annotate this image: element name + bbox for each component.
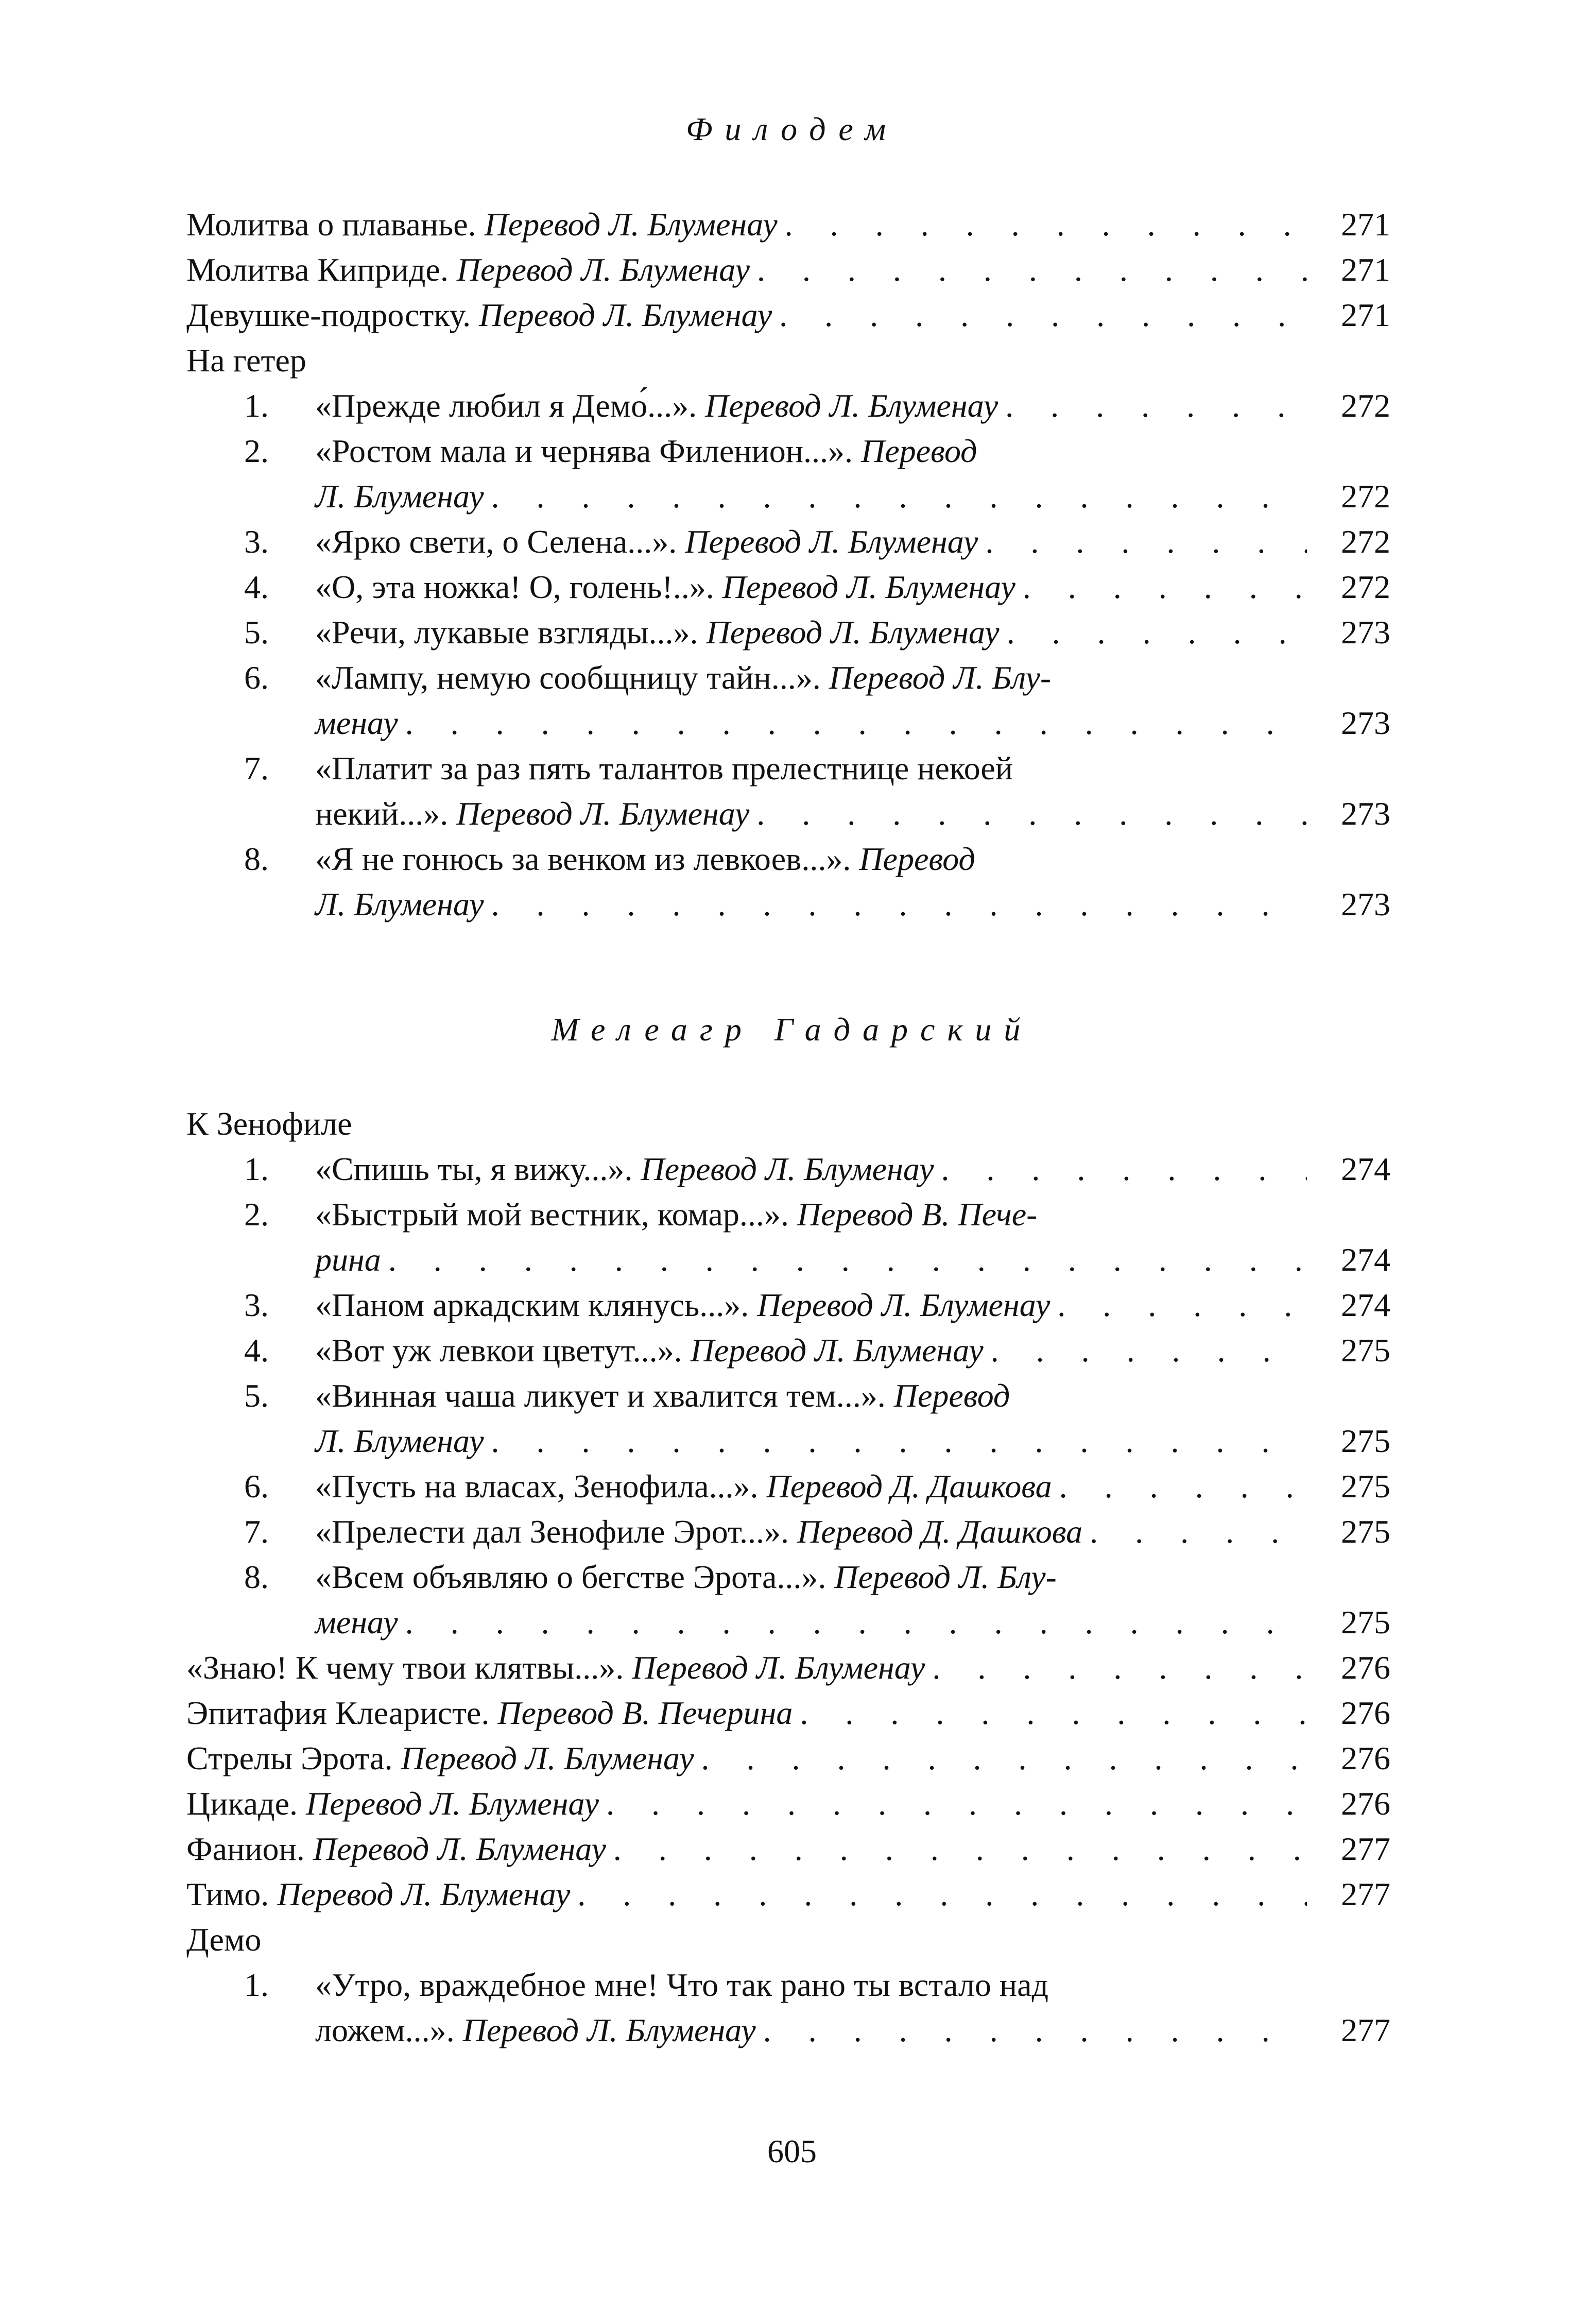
dot-leader — [757, 247, 1307, 293]
entry-title — [244, 836, 975, 882]
toc-entry — [244, 1328, 1390, 1373]
entry-number: 4. — [244, 569, 269, 605]
toc-entry — [244, 1373, 1390, 1419]
toc-entry — [186, 1690, 1390, 1736]
entry-text: «Паном аркадским клянусь...». — [315, 1287, 757, 1323]
toc-entry — [186, 247, 1390, 293]
toc-entry — [244, 383, 1390, 429]
entry-number: 3. — [244, 523, 269, 560]
entry-title — [244, 1328, 984, 1373]
entry-title — [244, 565, 1015, 610]
entry-text: «Лампу, немую сообщницу тайн...». — [315, 659, 829, 696]
dot-leader — [577, 1872, 1307, 1917]
dot-leader — [763, 2008, 1307, 2053]
entry-text: «Всем объявляю о бегстве Эрота...». — [315, 1559, 835, 1595]
toc-entry — [315, 2008, 1390, 2053]
toc-entry — [315, 1237, 1390, 1283]
entry-page: 273 — [1341, 614, 1390, 651]
entry-title — [315, 474, 484, 519]
entry-title — [315, 882, 484, 927]
entry-title — [244, 655, 1051, 700]
toc-entry — [244, 1509, 1390, 1554]
entry-number: 2. — [244, 1196, 269, 1233]
entry-page: 277 — [1341, 1831, 1390, 1867]
entry-text: «Знаю! К чему твои клятвы...». — [186, 1649, 632, 1686]
entry-page: 277 — [1341, 1876, 1390, 1912]
dot-leader — [613, 1826, 1307, 1872]
toc-entry — [244, 1147, 1390, 1192]
toc-entry — [186, 1826, 1390, 1872]
toc-entry — [244, 1283, 1390, 1328]
entry-text: Цикаде. — [186, 1785, 306, 1822]
entry-text: Эпитафия Клеаристе. — [186, 1695, 498, 1731]
toc-list-philodemus — [186, 202, 1390, 927]
toc-entry — [186, 1101, 1390, 1147]
entry-title — [186, 338, 306, 383]
toc-entry — [244, 1962, 1390, 2008]
toc-entry — [315, 474, 1390, 519]
entry-page: 272 — [1341, 387, 1390, 424]
entry-page: 275 — [1341, 1423, 1390, 1459]
entry-text: К Зенофиле — [186, 1105, 352, 1142]
entry-number: 3. — [244, 1287, 269, 1323]
entry-text: Молитва Киприде. — [186, 251, 457, 288]
entry-page: 274 — [1341, 1241, 1390, 1278]
entry-title — [186, 1736, 694, 1781]
dot-leader — [606, 1781, 1307, 1826]
entry-translator: Перевод Л. Блуменау — [706, 614, 1000, 651]
entry-translator: Перевод В. Печерина — [497, 1695, 793, 1731]
entry-number: 5. — [244, 1377, 269, 1414]
toc-entry — [244, 1554, 1390, 1600]
toc-entry — [244, 1192, 1390, 1237]
entry-text: Тимо. — [186, 1876, 278, 1912]
entry-translator: Перевод Л. Блуменау — [456, 795, 750, 832]
entry-page: 271 — [1341, 251, 1390, 288]
entry-translator: Перевод Л. Блу- — [834, 1559, 1057, 1595]
entry-page: 275 — [1341, 1332, 1390, 1369]
entry-page: 272 — [1341, 478, 1390, 515]
toc-entry — [244, 746, 1390, 791]
entry-translator: Перевод В. Пече- — [797, 1196, 1038, 1233]
entry-page: 274 — [1341, 1151, 1390, 1187]
entry-text: Молитва о плаванье. — [186, 206, 485, 243]
entry-translator: Л. Блуменау — [315, 886, 484, 922]
entry-text: «Речи, лукавые взгляды...». — [315, 614, 707, 651]
toc-entry — [244, 610, 1390, 655]
entry-translator: Перевод Л. Блуменау — [757, 1287, 1051, 1323]
dot-leader — [991, 1328, 1307, 1373]
entry-translator: рина — [315, 1241, 381, 1278]
entry-page: 277 — [1341, 2012, 1390, 2048]
entry-title — [244, 383, 998, 429]
entry-number: 7. — [244, 1513, 269, 1550]
entry-page: 271 — [1341, 297, 1390, 333]
entry-translator: Перевод Л. Блуменау — [722, 569, 1015, 605]
dot-leader — [405, 700, 1307, 746]
entry-title — [186, 1872, 570, 1917]
entry-title — [244, 1147, 934, 1192]
entry-page: 275 — [1341, 1513, 1390, 1550]
section-title-meleager: Мелеагр Гадарский — [551, 1011, 1033, 1048]
toc-entry — [186, 202, 1390, 247]
entry-text: Демо — [186, 1921, 262, 1958]
entry-text: На гетер — [186, 342, 306, 379]
entry-title — [244, 610, 1000, 655]
entry-title — [244, 1373, 1010, 1419]
entry-translator: Перевод Д. Дашкова — [766, 1468, 1052, 1505]
entry-title — [244, 746, 1013, 791]
entry-title — [315, 1600, 398, 1645]
entry-number: 7. — [244, 750, 269, 787]
entry-text: «Пусть на власах, Зенофила...». — [315, 1468, 767, 1505]
toc-entry — [315, 1600, 1390, 1645]
toc-entry — [315, 791, 1390, 836]
toc-entry — [186, 1736, 1390, 1781]
entry-translator: Перевод Л. Блуменау — [462, 2012, 756, 2048]
entry-title — [186, 1645, 925, 1690]
entry-text: «О, эта ножка! О, голень!..». — [315, 569, 722, 605]
entry-translator: Перевод — [861, 433, 977, 469]
dot-leader — [701, 1736, 1307, 1781]
toc-entry — [186, 293, 1390, 338]
toc-entry — [315, 882, 1390, 927]
dot-leader — [800, 1690, 1307, 1736]
entry-page: 273 — [1341, 886, 1390, 922]
entry-text: «Утро, враждебное мне! Что так рано ты встало над — [315, 1967, 1049, 2003]
entry-number: 4. — [244, 1332, 269, 1369]
entry-number: 2. — [244, 433, 269, 469]
entry-translator: Перевод Л. Блуменау — [305, 1785, 599, 1822]
entry-title — [186, 293, 772, 338]
entry-page: 276 — [1341, 1740, 1390, 1776]
entry-translator: Л. Блуменау — [315, 478, 484, 515]
dot-leader — [1090, 1509, 1307, 1554]
entry-translator: Перевод Л. Блуменау — [632, 1649, 925, 1686]
entry-title — [315, 700, 398, 746]
entry-text: «Вот уж левкои цветут...». — [315, 1332, 691, 1369]
entry-translator: Перевод Л. Блу- — [829, 659, 1052, 696]
entry-title — [244, 1554, 1057, 1600]
entry-translator: Перевод — [859, 841, 975, 877]
entry-title — [244, 1283, 1050, 1328]
entry-text: ложем...». — [315, 2012, 463, 2048]
toc-entry — [244, 565, 1390, 610]
dot-leader — [1059, 1464, 1307, 1509]
dot-leader — [1007, 610, 1307, 655]
toc-entry — [186, 338, 1390, 383]
entry-translator: Перевод Л. Блуменау — [401, 1740, 694, 1776]
toc-entry — [244, 836, 1390, 882]
entry-text: некий...». — [315, 795, 457, 832]
toc-entry — [244, 1464, 1390, 1509]
entry-translator: менау — [315, 1604, 398, 1641]
entry-text: «Ярко свети, о Селена...». — [315, 523, 685, 560]
dot-leader — [405, 1600, 1307, 1645]
dot-leader — [785, 202, 1307, 247]
entry-number: 1. — [244, 387, 269, 424]
entry-number: 6. — [244, 1468, 269, 1505]
entry-translator: Перевод Л. Блуменау — [313, 1831, 606, 1867]
dot-leader — [985, 519, 1307, 565]
toc-entry — [186, 1917, 1390, 1962]
entry-title — [315, 1419, 484, 1464]
entry-translator: Перевод Л. Блуменау — [690, 1332, 984, 1369]
entry-text: «Я не гонюсь за венком из левкоев...». — [315, 841, 859, 877]
entry-title — [186, 1101, 352, 1147]
entry-translator: Перевод Л. Блуменау — [641, 1151, 934, 1187]
toc-entry — [315, 1419, 1390, 1464]
entry-title — [244, 1464, 1052, 1509]
dot-leader — [491, 1419, 1307, 1464]
entry-text: «Быстрый мой вестник, комар...». — [315, 1196, 797, 1233]
section-title-philodemus: Филодем — [685, 111, 899, 147]
dot-leader — [388, 1237, 1307, 1283]
entry-translator: Перевод — [893, 1377, 1010, 1414]
entry-translator: Перевод Л. Блуменау — [685, 523, 978, 560]
entry-page: 273 — [1341, 705, 1390, 741]
dot-leader — [491, 474, 1307, 519]
entry-page: 271 — [1341, 206, 1390, 243]
entry-translator: Перевод Д. Дашкова — [797, 1513, 1083, 1550]
entry-text: «Спишь ты, я вижу...». — [315, 1151, 641, 1187]
entry-page: 275 — [1341, 1468, 1390, 1505]
entry-translator: Перевод Л. Блуменау — [277, 1876, 571, 1912]
entry-number: 8. — [244, 841, 269, 877]
entry-title — [315, 791, 749, 836]
entry-title — [244, 1509, 1082, 1554]
entry-title — [315, 1237, 381, 1283]
page-number: 605 — [767, 2133, 817, 2169]
entry-page: 276 — [1341, 1785, 1390, 1822]
entry-page: 272 — [1341, 569, 1390, 605]
entry-translator: Перевод Л. Блуменау — [484, 206, 778, 243]
entry-number: 6. — [244, 659, 269, 696]
entry-title — [186, 1781, 599, 1826]
entry-title — [244, 1962, 1048, 2008]
entry-page: 275 — [1341, 1604, 1390, 1641]
entry-title — [186, 1690, 793, 1736]
entry-page: 276 — [1341, 1649, 1390, 1686]
dot-leader — [779, 293, 1307, 338]
dot-leader — [756, 791, 1307, 836]
dot-leader — [491, 882, 1307, 927]
toc-list-meleager — [186, 1101, 1390, 2053]
entry-translator: менау — [315, 705, 398, 741]
entry-text: «Прелести дал Зенофиле Эрот...». — [315, 1513, 797, 1550]
dot-leader — [941, 1147, 1307, 1192]
entry-text: Девушке-подростку. — [186, 297, 479, 333]
entry-title — [186, 202, 778, 247]
entry-page: 273 — [1341, 795, 1390, 832]
entry-text: Фанион. — [186, 1831, 313, 1867]
entry-text: «Прежде любил я Демо́...». — [315, 387, 705, 424]
entry-number: 1. — [244, 1151, 269, 1187]
entry-page: 274 — [1341, 1287, 1390, 1323]
dot-leader — [932, 1645, 1307, 1690]
entry-page: 276 — [1341, 1695, 1390, 1731]
entry-number: 5. — [244, 614, 269, 651]
toc-entry — [244, 519, 1390, 565]
toc-entry — [244, 429, 1390, 474]
entry-page: 272 — [1341, 523, 1390, 560]
entry-title — [186, 1826, 606, 1872]
toc-entry — [315, 700, 1390, 746]
entry-text: «Платит за раз пять талантов прелестнице некоей — [315, 750, 1013, 787]
toc-entry — [186, 1645, 1390, 1690]
entry-text: Стрелы Эрота. — [186, 1740, 401, 1776]
entry-number: 1. — [244, 1967, 269, 2003]
entry-title — [244, 1192, 1037, 1237]
entry-title — [186, 1917, 261, 1962]
dot-leader — [1005, 383, 1307, 429]
toc-entry — [186, 1781, 1390, 1826]
dot-leader — [1023, 565, 1307, 610]
entry-translator: Перевод Л. Блуменау — [456, 251, 750, 288]
entry-translator: Л. Блуменау — [315, 1423, 484, 1459]
entry-title — [244, 519, 978, 565]
toc-entry — [244, 655, 1390, 700]
entry-title — [315, 2008, 756, 2053]
entry-title — [186, 247, 750, 293]
dot-leader — [1057, 1283, 1307, 1328]
toc-entry — [186, 1872, 1390, 1917]
entry-title — [244, 429, 977, 474]
entry-text: «Винная чаша ликует и хвалится тем...». — [315, 1377, 894, 1414]
entry-number: 8. — [244, 1559, 269, 1595]
entry-text: «Ростом мала и чернява Филенион...». — [315, 433, 861, 469]
entry-translator: Перевод Л. Блуменау — [705, 387, 998, 424]
entry-translator: Перевод Л. Блуменау — [479, 297, 772, 333]
